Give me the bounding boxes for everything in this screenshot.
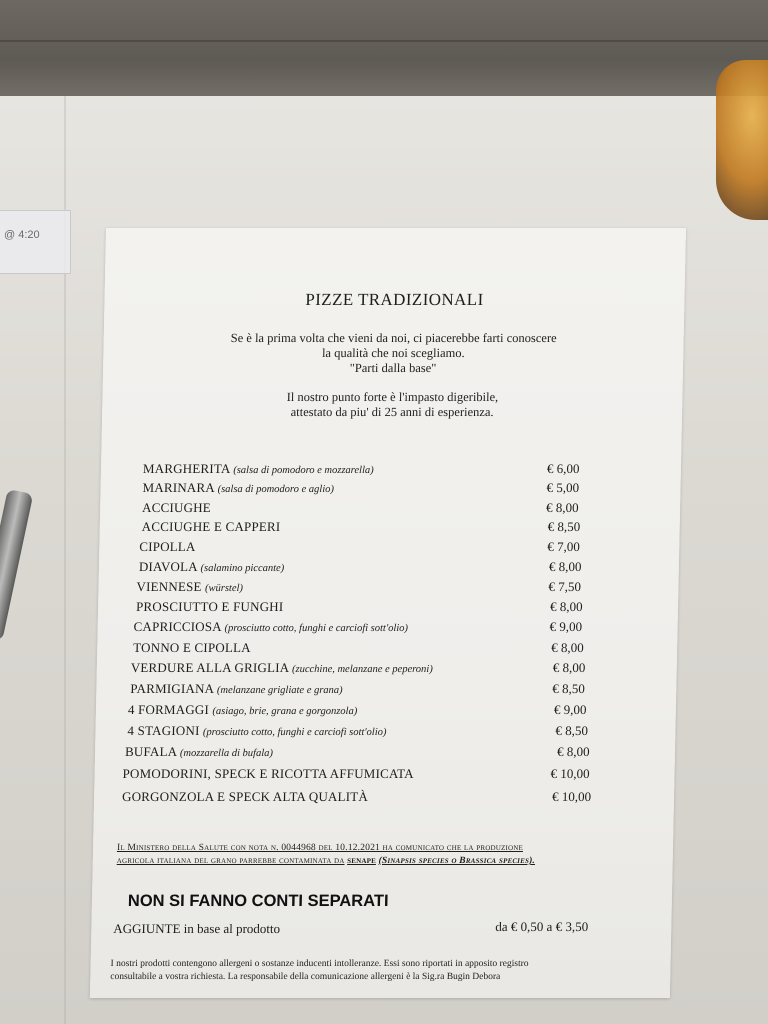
notice-species: (Sinapsis species o Brassica species).	[378, 856, 536, 866]
menu-item-price: € 7,00	[547, 539, 580, 554]
menu-item-description: (würstel)	[204, 583, 244, 594]
menu-item-name-text: POMODORINI, SPECK E RICOTTA AFFUMICATA	[122, 766, 414, 781]
menu-item	[95, 723, 675, 743]
intro-line-2: la qualità che noi scegliamo.	[321, 346, 465, 360]
menu-item	[95, 744, 675, 764]
menu-item-name	[136, 579, 243, 595]
additions-label: AGGIUNTE in base al prodotto	[113, 921, 281, 936]
menu-item-name	[128, 702, 358, 718]
menu-item-description: (asiago, brie, grana e gorgonzola)	[212, 706, 358, 717]
menu-item-name	[133, 640, 251, 656]
bag-label: @ 4:20	[4, 229, 40, 241]
menu-item-name-text: VIENNESE	[136, 579, 202, 594]
intro-line-4: Il nostro punto forte è l'impasto digeribile,	[286, 390, 499, 404]
menu-item-name	[133, 619, 408, 635]
menu-item-price: € 8,50	[547, 519, 581, 534]
menu-item	[98, 599, 678, 619]
menu-item-price: € 9,00	[553, 702, 587, 717]
intro-line-1: Se è la prima volta che vieni da noi, ci piacerebbe farti conoscere	[230, 331, 557, 345]
menu-item-name	[127, 723, 386, 739]
menu-item-name	[122, 766, 414, 782]
menu-item-name-text: ACCIUGHE E CAPPERI	[141, 519, 281, 534]
menu-item-name-text: PARMIGIANA	[130, 681, 214, 696]
menu-item-name	[125, 744, 273, 760]
menu-item	[100, 480, 680, 500]
menu-item-name-text: PROSCIUTTO E FUNGHI	[135, 599, 284, 614]
notice-line-2a: agricola italiana del grano parrebbe contaminata da	[116, 856, 345, 866]
menu-item-name	[142, 519, 281, 535]
menu-item	[96, 702, 676, 722]
menu-item	[99, 519, 679, 539]
menu-item-name-text: BUFALA	[124, 744, 177, 759]
menu-item	[99, 559, 679, 579]
menu-item-name	[139, 559, 285, 575]
menu-item-name-text: CIPOLLA	[139, 539, 196, 554]
additions-price: da € 0,50 a € 3,50	[495, 919, 589, 934]
intro-line-5: attestato da piu' di 25 anni di esperienza.	[290, 405, 494, 419]
menu-item-name-text: TONNO E CIPOLLA	[133, 640, 251, 655]
menu-item-price: € 7,50	[548, 579, 582, 594]
menu-item-name	[142, 500, 211, 516]
menu-item	[97, 640, 677, 660]
menu-item-price: € 8,50	[555, 723, 589, 738]
menu-item	[101, 461, 681, 481]
menu-item-description: (mozzarella di bufala)	[179, 748, 274, 759]
menu-item	[97, 660, 677, 680]
menu-item	[97, 619, 677, 639]
floor-background	[0, 0, 768, 110]
menu-item-description: (salsa di pomodoro e mozzarella)	[233, 465, 374, 476]
intro-line-3: "Parti dalla base"	[349, 361, 437, 375]
menu-item-name-text: MARINARA	[142, 480, 215, 495]
menu-item	[99, 539, 679, 559]
menu-item-price: € 5,00	[546, 480, 580, 495]
menu-item-name-text: VERDURE ALLA GRIGLIA	[130, 660, 289, 675]
menu-item-price: € 10,00	[551, 789, 592, 804]
ministry-notice	[117, 842, 638, 868]
menu-item-name	[142, 480, 334, 496]
menu-item	[96, 681, 676, 701]
menu-item-name	[122, 789, 368, 805]
menu-item-name	[139, 539, 196, 555]
menu-item-price: € 8,00	[551, 640, 584, 655]
menu-item-name-text: 4 FORMAGGI	[127, 702, 210, 717]
menu-item-price: € 9,00	[549, 619, 583, 634]
menu-item-description: (prosciutto cotto, funghi e carciofi sott'olio)	[224, 623, 409, 634]
notice-line-1: Il Ministero della Salute con nota n. 0044968 del 10.12.2021 ha comunicato che la produzione	[116, 843, 524, 853]
menu-item-description: (prosciutto cotto, funghi e carciofi sott'olio)	[202, 727, 387, 738]
menu-item	[98, 579, 678, 599]
menu-sheet	[90, 228, 686, 998]
menu-item-name-text: GORGONZOLA E SPECK ALTA QUALITÀ	[121, 789, 369, 804]
menu-item-description: (zucchine, melanzane e peperoni)	[291, 664, 433, 675]
menu-item-price: € 8,00	[552, 660, 586, 675]
menu-item	[94, 766, 674, 786]
menu-item-name-text: CAPRICCIOSA	[133, 619, 222, 634]
menu-item-price: € 10,00	[550, 766, 590, 781]
menu-title: PIZZE TRADIZIONALI	[305, 290, 484, 309]
allergen-line-2: consultabile a vostra richiesta. La responsabile della comunicazione allergeni è la Sig.ra Bugin Debora	[110, 971, 501, 982]
menu-item-description: (melanzane grigliate e grana)	[216, 685, 343, 696]
menu-item-price: € 8,00	[549, 599, 583, 614]
allergen-notice	[110, 958, 611, 983]
plastic-bag	[0, 210, 71, 274]
menu-item-price: € 8,00	[545, 500, 579, 515]
allergen-line-1: I nostri prodotti contengono allergeni o sostanze inducenti intolleranze. Essi sono riportati in apposito registro	[110, 959, 529, 969]
menu-item-name	[131, 660, 433, 676]
menu-item-name	[143, 461, 374, 477]
menu-item-description: (salamino piccante)	[200, 563, 285, 574]
menu-item-name	[136, 599, 284, 615]
menu-item-name-text: ACCIUGHE	[141, 500, 212, 515]
menu-item-name-text: DIAVOLA	[138, 559, 198, 574]
menu-item-price: € 8,50	[552, 681, 586, 696]
menu-item-name-text: 4 STAGIONI	[127, 723, 200, 738]
menu-item-name	[130, 681, 343, 697]
menu-item	[94, 789, 674, 809]
menu-item	[100, 500, 680, 520]
menu-item-price: € 8,00	[548, 559, 582, 574]
no-separate-bills: NON SI FANNO CONTI SEPARATI	[127, 892, 389, 910]
notice-mustard: senape	[347, 856, 377, 866]
menu-item-price: € 6,00	[546, 461, 580, 476]
glass-jar	[716, 60, 768, 220]
menu-item-name-text: MARGHERITA	[142, 461, 231, 476]
menu-item-description: (salsa di pomodoro e aglio)	[217, 484, 335, 495]
menu-item-price: € 8,00	[556, 744, 590, 759]
